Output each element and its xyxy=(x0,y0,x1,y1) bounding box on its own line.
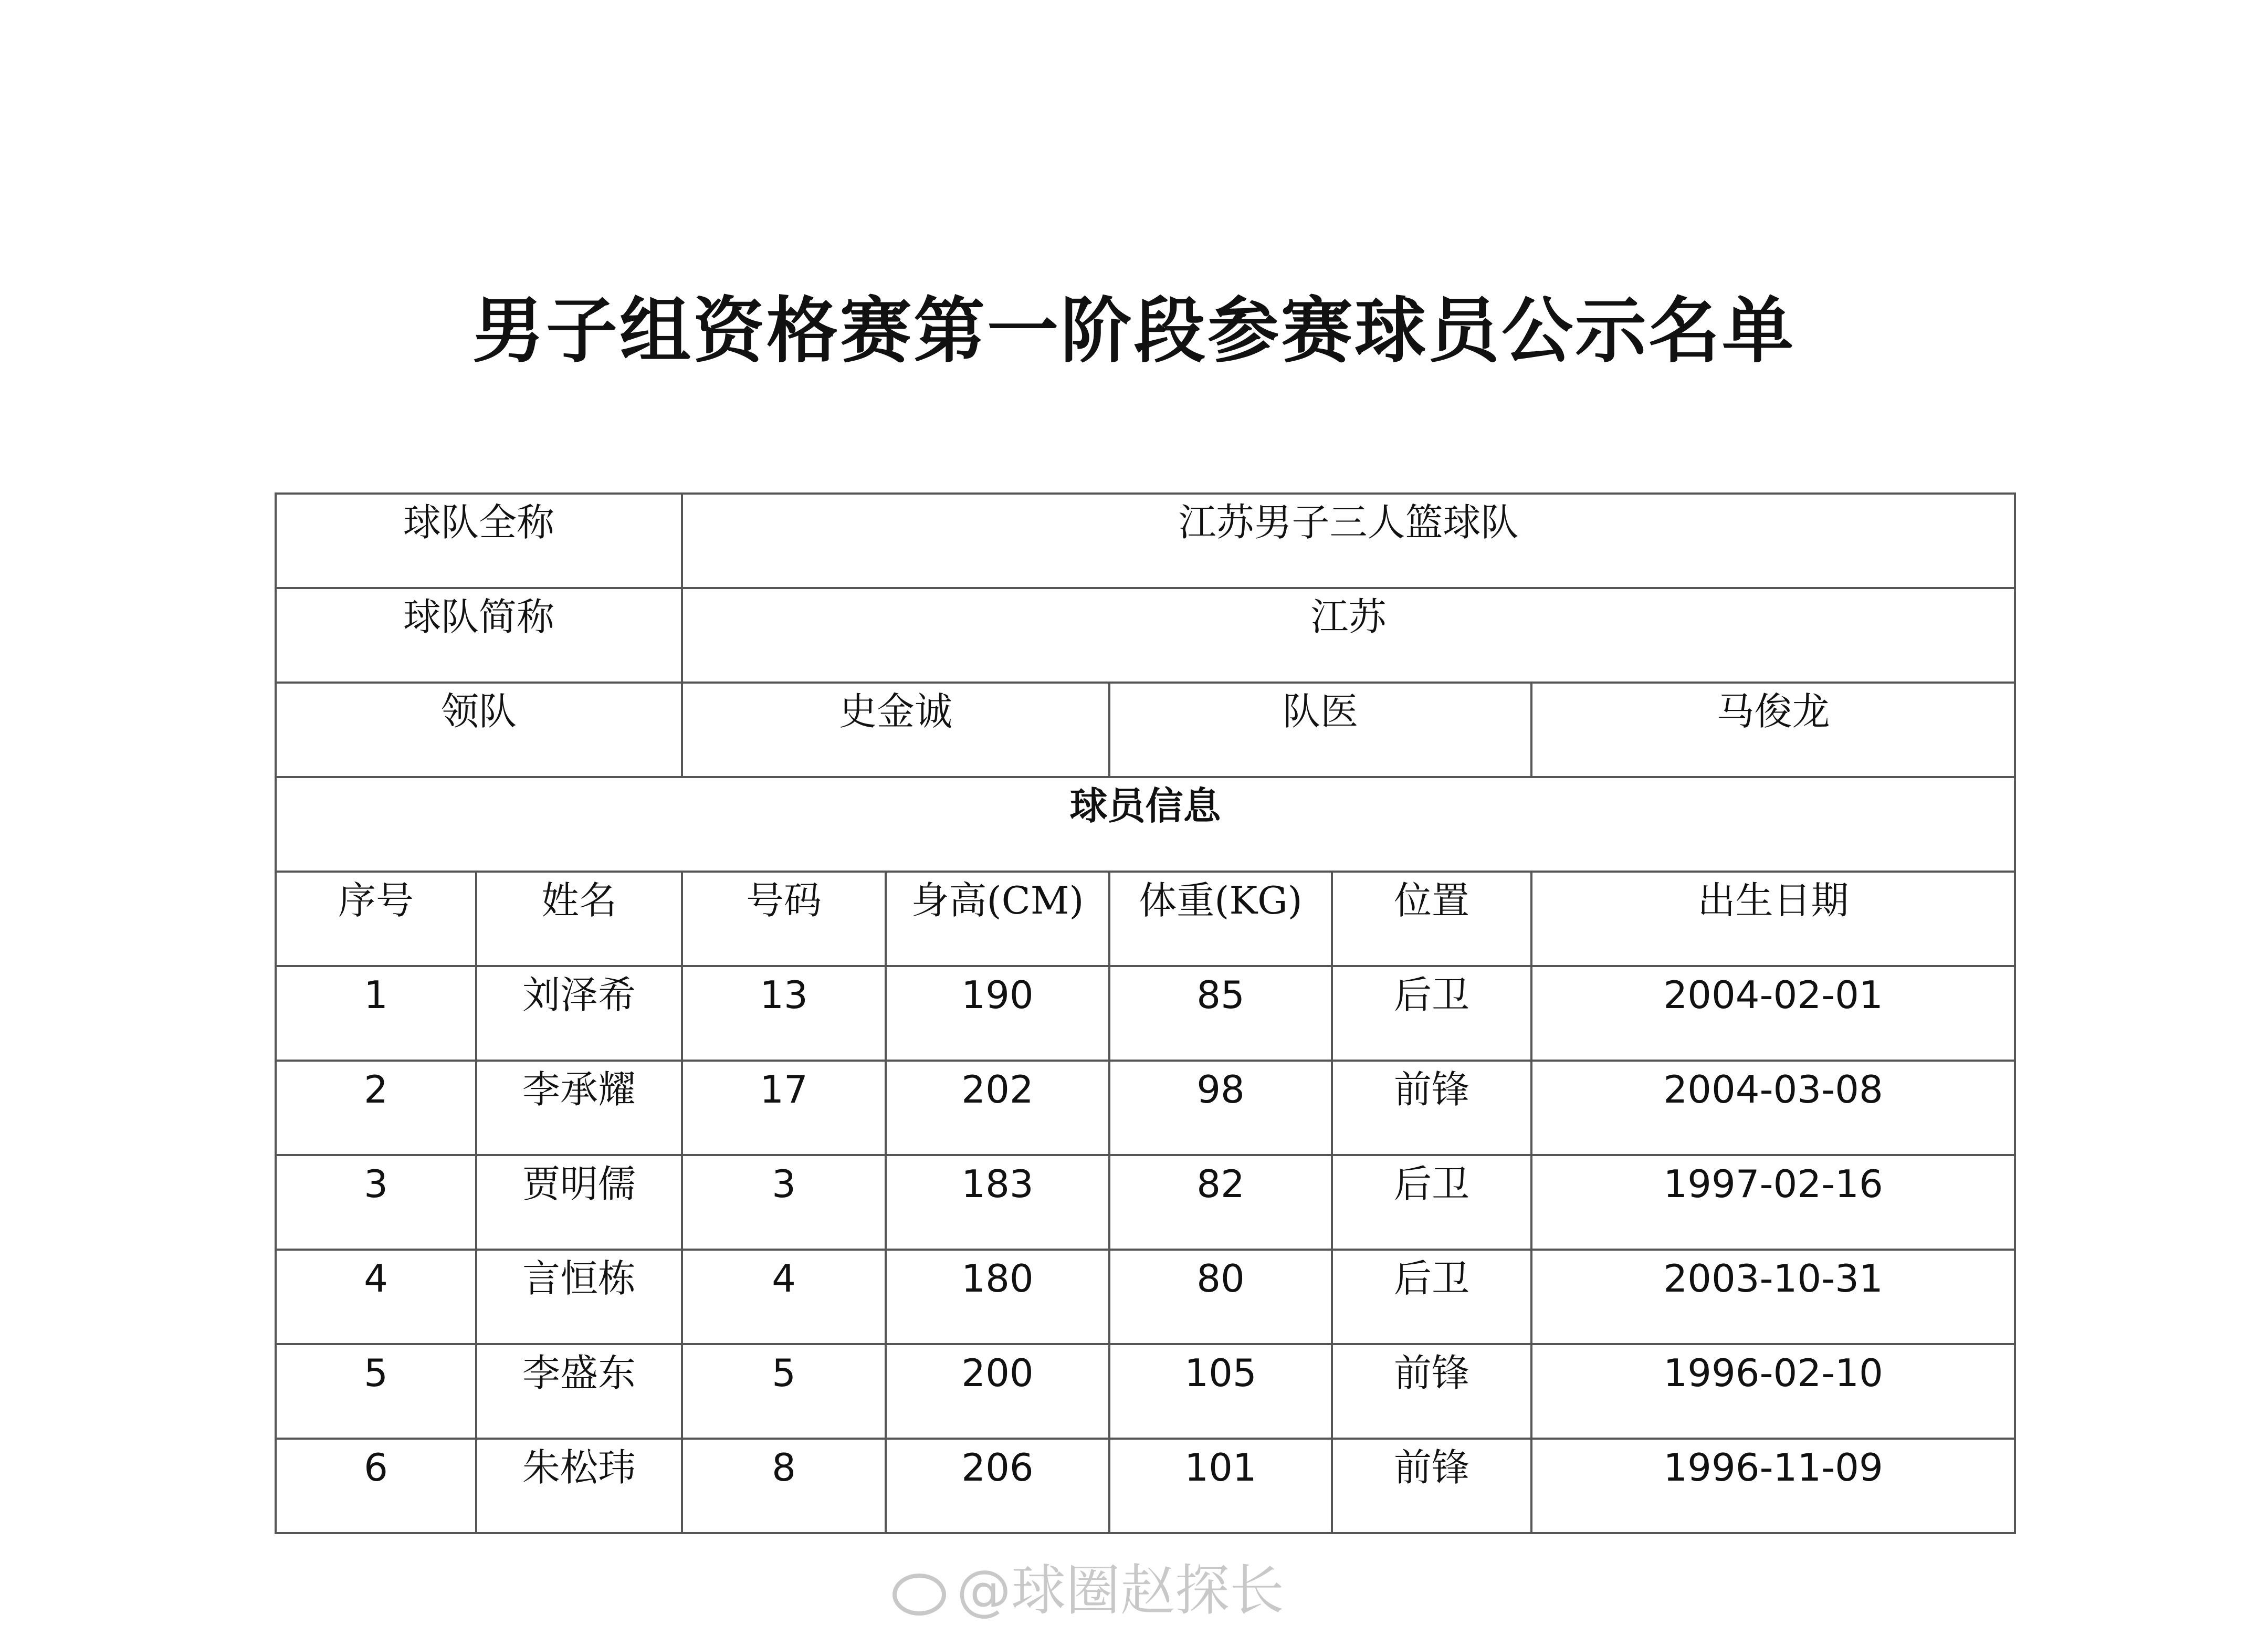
table-row xyxy=(276,1155,2015,1250)
table-cell: 言恒栋 xyxy=(476,1250,682,1344)
table-cell: 1997-02-16 xyxy=(1531,1155,2015,1250)
table-cell: 202 xyxy=(886,1061,1109,1155)
team-short-name-value: 江苏 xyxy=(682,588,2015,683)
table-cell: 200 xyxy=(886,1344,1109,1439)
table-cell: 85 xyxy=(1109,966,1332,1061)
table-row xyxy=(276,1344,2015,1439)
table-cell: 2 xyxy=(276,1061,476,1155)
table-cell: 82 xyxy=(1109,1155,1332,1250)
table-cell: 183 xyxy=(886,1155,1109,1250)
table-cell: 180 xyxy=(886,1250,1109,1344)
table-cell: 190 xyxy=(886,966,1109,1061)
table-cell: 4 xyxy=(682,1250,886,1344)
column-header: 出生日期 xyxy=(1531,872,2015,966)
roster-table xyxy=(275,492,2016,1534)
table-cell: 5 xyxy=(682,1344,886,1439)
table-cell: 朱松玮 xyxy=(476,1439,682,1533)
table-cell: 105 xyxy=(1109,1344,1332,1439)
column-header: 序号 xyxy=(276,872,476,966)
table-cell: 8 xyxy=(682,1439,886,1533)
table-cell: 前锋 xyxy=(1332,1344,1531,1439)
table-cell: 6 xyxy=(276,1439,476,1533)
table-cell: 3 xyxy=(276,1155,476,1250)
team-full-name-label: 球队全称 xyxy=(276,494,682,588)
watermark-text: @球圈赵探长 xyxy=(957,1558,1285,1622)
table-cell: 2003-10-31 xyxy=(1531,1250,2015,1344)
table-cell: 80 xyxy=(1109,1250,1332,1344)
table-cell: 1 xyxy=(276,966,476,1061)
document-title: 男子组资格赛第一阶段参赛球员公示名单 xyxy=(472,290,1796,373)
table-cell: 13 xyxy=(682,966,886,1061)
table-cell: 2004-03-08 xyxy=(1531,1061,2015,1155)
table-cell: 贾明儒 xyxy=(476,1155,682,1250)
doctor-label: 队医 xyxy=(1109,683,1531,777)
table-cell: 李盛东 xyxy=(476,1344,682,1439)
column-header: 姓名 xyxy=(476,872,682,966)
table-cell: 1996-02-10 xyxy=(1531,1344,2015,1439)
table-cell: 206 xyxy=(886,1439,1109,1533)
table-row xyxy=(276,1061,2015,1155)
table-cell: 3 xyxy=(682,1155,886,1250)
section-row xyxy=(276,777,2015,872)
table-cell: 1996-11-09 xyxy=(1531,1439,2015,1533)
section-title: 球员信息 xyxy=(276,777,2015,872)
column-header: 位置 xyxy=(1332,872,1531,966)
column-header: 号码 xyxy=(682,872,886,966)
weibo-icon xyxy=(892,1574,946,1616)
doctor-value: 马俊龙 xyxy=(1531,683,2015,777)
watermark xyxy=(892,1546,1284,1625)
staff-row xyxy=(276,683,2015,777)
leader-label: 领队 xyxy=(276,683,682,777)
table-cell: 刘泽希 xyxy=(476,966,682,1061)
table-cell: 后卫 xyxy=(1332,1250,1531,1344)
table-row xyxy=(276,1439,2015,1533)
table-cell: 后卫 xyxy=(1332,1155,1531,1250)
table-cell: 5 xyxy=(276,1344,476,1439)
header-row xyxy=(276,872,2015,966)
table-cell: 后卫 xyxy=(1332,966,1531,1061)
column-header: 体重(KG) xyxy=(1109,872,1332,966)
column-header: 身高(CM) xyxy=(886,872,1109,966)
team-short-name-row xyxy=(276,588,2015,683)
table-row xyxy=(276,966,2015,1061)
table-row xyxy=(276,1250,2015,1344)
table-cell: 98 xyxy=(1109,1061,1332,1155)
leader-value: 史金诚 xyxy=(682,683,1109,777)
team-short-name-label: 球队简称 xyxy=(276,588,682,683)
team-full-name-row xyxy=(276,494,2015,588)
table-cell: 前锋 xyxy=(1332,1061,1531,1155)
team-full-name-value: 江苏男子三人篮球队 xyxy=(682,494,2015,588)
table-cell: 李承耀 xyxy=(476,1061,682,1155)
table-cell: 前锋 xyxy=(1332,1439,1531,1533)
table-cell: 4 xyxy=(276,1250,476,1344)
table-cell: 17 xyxy=(682,1061,886,1155)
table-cell: 2004-02-01 xyxy=(1531,966,2015,1061)
table-cell: 101 xyxy=(1109,1439,1332,1533)
